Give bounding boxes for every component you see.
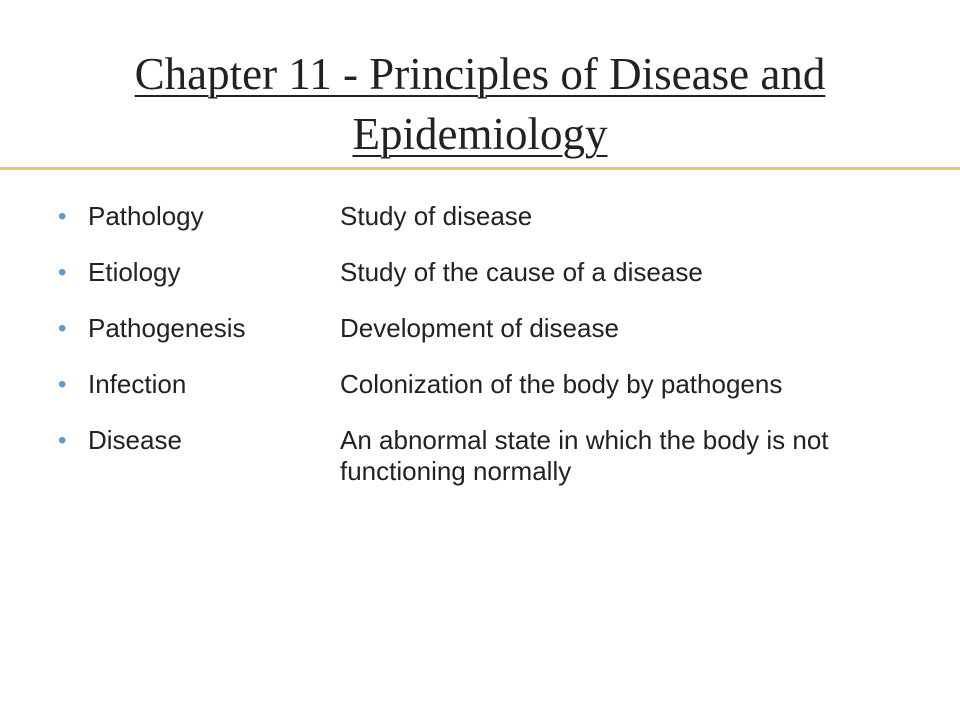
term-label: Etiology: [88, 257, 181, 287]
term-definition-list: [58, 201, 938, 512]
term-label: Infection: [88, 369, 187, 399]
term-label: Pathogenesis: [88, 313, 246, 343]
term-label: Pathology: [88, 201, 204, 231]
bullet-icon: •: [58, 427, 67, 454]
term-label: Disease: [88, 425, 182, 455]
bullet-icon: •: [58, 259, 67, 286]
list-item-etiology: [58, 257, 938, 288]
term-definition: Study of the cause of a disease: [340, 257, 703, 287]
bullet-icon: •: [58, 203, 67, 230]
term-definition: Study of disease: [340, 201, 533, 231]
list-item-disease: [58, 425, 938, 487]
term-definition: Colonization of the body by pathogens: [340, 369, 783, 399]
term-definition: An abnormal state in which the body is not functioning normally: [340, 425, 829, 486]
list-item-pathogenesis: [58, 313, 938, 344]
list-item-infection: [58, 369, 938, 400]
term-definition: Development of disease: [340, 313, 619, 343]
title-divider: [0, 167, 960, 170]
slide-title: Chapter 11 - Principles of Disease and Epidemiology: [134, 49, 826, 159]
bullet-icon: •: [58, 315, 67, 342]
list-item-pathology: [58, 201, 938, 232]
bullet-icon: •: [58, 371, 67, 398]
